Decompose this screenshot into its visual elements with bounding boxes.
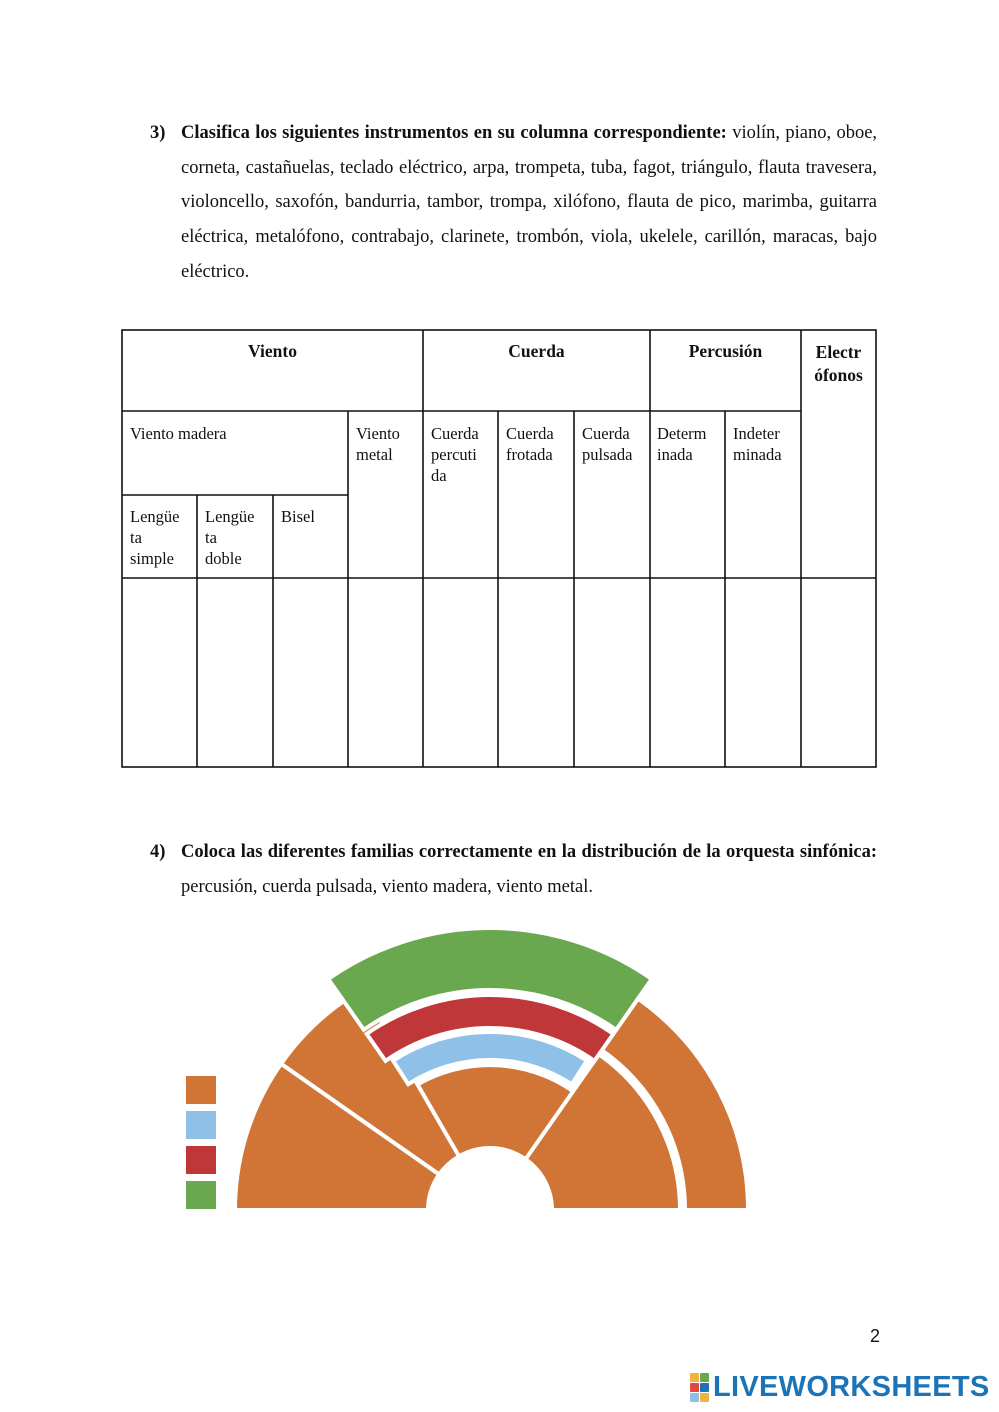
- sub-viento-madera: Viento madera: [130, 424, 227, 443]
- legend-swatch-red[interactable]: [186, 1146, 216, 1174]
- sub-cuerda-frotada-l2: frotada: [506, 445, 553, 464]
- sub-lengueta-simple-l1: Lengüe: [130, 507, 180, 526]
- question-3-line-5: viola, ukelele, carillón, maracas, bajo eléctrico.: [181, 227, 877, 282]
- sub-viento-metal-l1: Viento: [356, 424, 400, 443]
- sub-lengueta-doble-l3: doble: [205, 549, 242, 568]
- question-3-line-4: flauta de pico, marimba, guitarra eléctrica, metalófono, contrabajo, clarinete, trombón,: [181, 192, 877, 248]
- legend-swatch-blue[interactable]: [186, 1111, 216, 1139]
- question-3-line-2: piano, oboe, corneta, castañuelas, teclado eléctrico, arpa, trompeta, tuba, fagot,: [181, 123, 878, 178]
- sub-cuerda-frotada-l1: Cuerda: [506, 424, 554, 443]
- sub-indeterminada-l2: minada: [733, 445, 782, 464]
- header-electrofonos-line-1: Electr: [815, 342, 862, 362]
- legend-swatch-orange[interactable]: [186, 1076, 216, 1104]
- sub-cuerda-pulsada-l2: pulsada: [582, 445, 633, 464]
- sub-cuerda-pulsada-l1: Cuerda: [582, 424, 630, 443]
- sub-indeterminada-l1: Indeter: [733, 424, 780, 443]
- question-3-number: 3): [150, 123, 166, 143]
- legend-swatch-green[interactable]: [186, 1181, 216, 1209]
- page-number: 2: [869, 1326, 880, 1346]
- header-electrofonos-line-2: ófonos: [814, 365, 863, 385]
- question-3-lead: Clasifica los siguientes instrumentos en su columna correspondiente:: [181, 123, 727, 143]
- liveworksheets-logo-icon: [690, 1373, 709, 1402]
- sub-cuerda-percutida-l3: da: [431, 466, 447, 485]
- question-3-line-1: violín,: [732, 123, 781, 143]
- header-viento: Viento: [248, 341, 297, 361]
- question-4-lead: Coloca las diferentes familias correctamente en la distribución de la orquesta: [181, 842, 795, 862]
- question-3-line-3: triángulo, flauta travesera, violoncello, saxofón, bandurria, tambor, trompa, xilófono,: [181, 157, 877, 213]
- sub-lengueta-doble-l2: ta: [205, 528, 217, 547]
- question-4-number: 4): [150, 842, 166, 862]
- sub-lengueta-simple-l2: ta: [130, 528, 142, 547]
- sub-determinada-l1: Determ: [657, 424, 707, 443]
- brand-footer: [690, 1372, 990, 1402]
- sub-cuerda-percutida-l1: Cuerda: [431, 424, 479, 443]
- sub-viento-metal-l2: metal: [356, 445, 393, 464]
- brand-name: LIVEWORKSHEETS: [713, 1370, 990, 1403]
- question-4-rest: percusión, cuerda pulsada, viento madera, viento metal.: [181, 876, 593, 897]
- sub-cuerda-percutida-l2: percuti: [431, 445, 477, 464]
- sub-determinada-l2: inada: [657, 445, 693, 464]
- header-percusion: Percusión: [688, 341, 763, 361]
- header-cuerda: Cuerda: [508, 341, 565, 361]
- sub-bisel: Bisel: [281, 507, 315, 526]
- question-4-lead-2: sinfónica:: [799, 842, 878, 862]
- sub-lengueta-simple-l3: simple: [130, 549, 174, 568]
- sub-lengueta-doble-l1: Lengüe: [205, 507, 255, 526]
